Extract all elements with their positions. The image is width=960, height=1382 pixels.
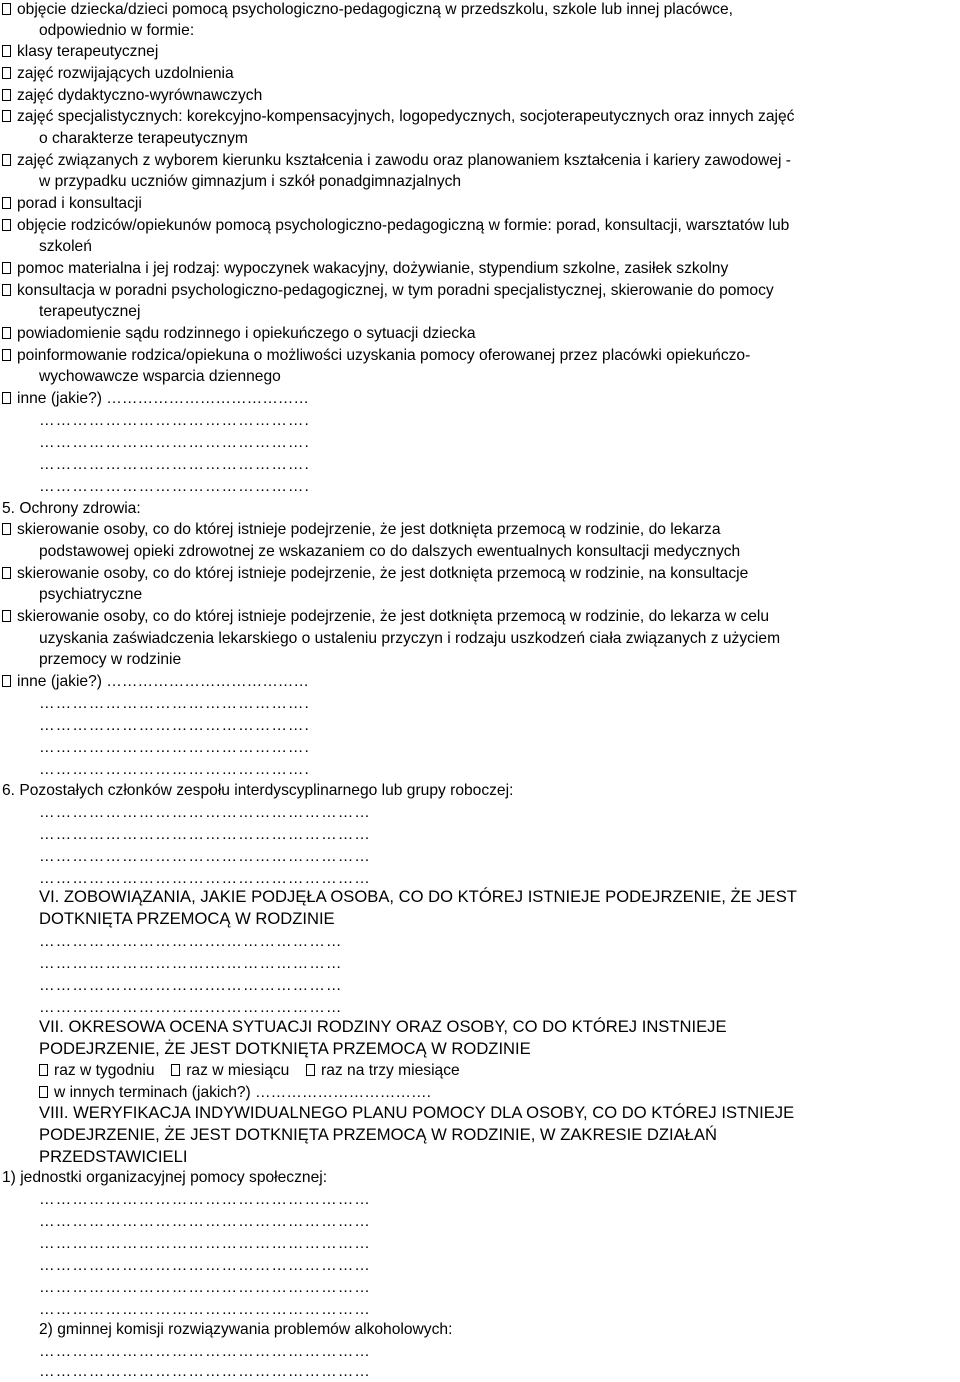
checkbox-item-family-court[interactable] <box>2 324 476 344</box>
section-viii-title: VIII. WERYFIKACJA INDYWIDUALNEGO PLANU POMOCY DLA OSOBY, CO DO KTÓREJ ISTNIEJE <box>39 1103 795 1122</box>
option-monthly[interactable]: raz w miesiącu <box>186 1062 290 1079</box>
checkbox-weekly[interactable] <box>39 1064 48 1076</box>
fill-line[interactable]: …………………………....………………… <box>39 977 343 994</box>
subsection-social-welfare: 1) jednostki organizacyjnej pomocy społecznej: <box>2 1169 328 1186</box>
fill-line[interactable]: …………………………………………………… <box>39 826 371 843</box>
fill-line[interactable]: …………………………………………………… <box>39 1363 371 1380</box>
checkbox[interactable] <box>2 197 11 209</box>
item-text: skierowanie osoby, co do której istnieje podejrzenie, że jest dotknięta przemocą w rodzinie, do lekarza <box>17 521 721 538</box>
checkbox[interactable] <box>2 110 11 122</box>
item-continuation: psychiatryczne <box>39 586 143 603</box>
item-text: inne (jakie?) ………………………………… <box>17 673 309 690</box>
fill-line[interactable]: …………………………………………………… <box>39 1257 371 1274</box>
fill-line[interactable]: …………………………………………. <box>39 412 310 429</box>
checkbox[interactable] <box>2 567 11 579</box>
checkbox-item-talent-classes[interactable] <box>2 64 234 84</box>
item-continuation: uzyskania zaświadczenia lekarskiego o ustaleniu przyczyn i rodzaju uszkodzeń ciała związanych z użyciem <box>39 630 781 647</box>
fill-line[interactable]: …………………………………………. <box>39 434 310 451</box>
checkbox[interactable] <box>39 1086 48 1098</box>
checkbox-item-advice[interactable] <box>2 194 142 214</box>
checkbox-item-child-support[interactable] <box>2 0 733 20</box>
fill-line[interactable]: …………………………………………. <box>39 739 310 756</box>
item-text: pomoc materialna i jej rodzaj: wypoczynek wakacyjny, dożywianie, stypendium szkolne, zasiłek szkolny <box>17 260 729 277</box>
checkbox-item-psychiatric-referral[interactable] <box>2 564 748 584</box>
fill-line[interactable]: …………………………………………………… <box>39 1279 371 1296</box>
checkbox[interactable] <box>2 45 11 57</box>
item-continuation: w przypadku uczniów gimnazjum i szkół ponadgimnazjalnych <box>39 173 462 190</box>
checkbox-item-career-classes[interactable] <box>2 151 791 171</box>
frequency-options <box>39 1061 460 1081</box>
checkbox-item-other-terms[interactable] <box>39 1083 431 1103</box>
item-continuation: odpowiednio w formie: <box>39 22 195 39</box>
item-text: klasy terapeutycznej <box>17 43 159 60</box>
option-quarterly[interactable]: raz na trzy miesiące <box>321 1062 460 1079</box>
item-continuation: wychowawcze wsparcia dziennego <box>39 368 281 385</box>
checkbox-quarterly[interactable] <box>306 1064 315 1076</box>
item-text: w innych terminach (jakich?) ……………………………. <box>54 1084 431 1101</box>
fill-line[interactable]: …………………………………………………… <box>39 870 371 887</box>
checkbox[interactable] <box>2 262 11 274</box>
fill-line[interactable]: …………………………………………………… <box>39 1191 371 1208</box>
checkbox-item-medical-certificate[interactable] <box>2 607 769 627</box>
section-vii-title-cont: PODEJRZENIE, ŻE JEST DOTKNIĘTA PRZEMOCĄ W RODZINIE <box>39 1039 531 1058</box>
section-viii-title-cont: PODEJRZENIE, ŻE JEST DOTKNIĘTA PRZEMOCĄ W RODZINIE, W ZAKRESIE DZIAŁAŃ <box>39 1125 717 1144</box>
item-continuation: podstawowej opieki zdrowotnej ze wskazaniem co do dalszych ewentualnych konsultacji medycznych <box>39 543 741 560</box>
item-text: zajęć specjalistycznych: korekcyjno-kompensacyjnych, logopedycznych, socjoterapeutycznych oraz innych zajęć <box>17 108 795 125</box>
checkbox[interactable] <box>2 284 11 296</box>
checkbox[interactable] <box>2 523 11 535</box>
item-continuation: szkoleń <box>39 238 92 255</box>
checkbox[interactable] <box>2 392 11 404</box>
checkbox-item-therapeutic-class[interactable] <box>2 42 158 62</box>
item-text: powiadomienie sądu rodzinnego i opiekuńczego o sytuacji dziecka <box>17 325 476 342</box>
checkbox[interactable] <box>2 219 11 231</box>
fill-line[interactable]: …………………………………………. <box>39 478 310 495</box>
checkbox-item-other-health[interactable] <box>2 672 309 692</box>
section-viii-title-cont: PRZEDSTAWICIELI <box>39 1147 188 1166</box>
item-text: objęcie dziecka/dzieci pomocą psychologiczno-pedagogiczną w przedszkolu, szkole lub innej placówce, <box>17 1 733 18</box>
checkbox[interactable] <box>2 89 11 101</box>
item-text: konsultacja w poradni psychologiczno-pedagogicznej, w tym poradni specjalistycznej, skierowanie do pomocy <box>17 282 774 299</box>
fill-line[interactable]: …………………………………………………… <box>39 1301 371 1318</box>
fill-line[interactable]: …………………………………………………… <box>39 1213 371 1230</box>
item-text: porad i konsultacji <box>17 195 142 212</box>
section-5-title: 5. Ochrony zdrowia: <box>2 500 141 517</box>
checkbox[interactable] <box>2 675 11 687</box>
checkbox[interactable] <box>2 327 11 339</box>
fill-line[interactable]: …………………………....………………… <box>39 933 343 950</box>
checkbox-item-parents-support[interactable] <box>2 216 789 236</box>
item-text: objęcie rodziców/opiekunów pomocą psychologiczno-pedagogiczną w formie: porad, konsultacji, warsztatów lub <box>17 217 790 234</box>
item-continuation: o charakterze terapeutycznym <box>39 130 248 147</box>
item-text: inne (jakie?) ………………………………… <box>17 390 309 407</box>
checkbox-item-day-care-info[interactable] <box>2 346 750 366</box>
fill-line[interactable]: …………………………………………. <box>39 695 310 712</box>
section-vii-title: VII. OKRESOWA OCENA SYTUACJI RODZINY ORAZ OSOBY, CO DO KTÓREJ INSTNIEJE <box>39 1017 727 1036</box>
fill-line[interactable]: …………………………………………. <box>39 456 310 473</box>
item-text: skierowanie osoby, co do której istnieje podejrzenie, że jest dotknięta przemocą w rodzinie, na konsultacje <box>17 565 749 582</box>
fill-line[interactable]: …………………………....………………… <box>39 955 343 972</box>
checkbox[interactable] <box>2 67 11 79</box>
option-weekly[interactable]: raz w tygodniu <box>54 1062 155 1079</box>
fill-line[interactable]: …………………………………………. <box>39 761 310 778</box>
item-continuation: przemocy w rodzinie <box>39 651 182 668</box>
checkbox[interactable] <box>2 154 11 166</box>
fill-line[interactable]: …………………………………………………… <box>39 1343 371 1360</box>
checkbox-item-compensatory-classes[interactable] <box>2 86 262 106</box>
checkbox-monthly[interactable] <box>171 1064 180 1076</box>
item-text: zajęć dydaktyczno-wyrównawczych <box>17 87 263 104</box>
item-continuation: terapeutycznej <box>39 303 141 320</box>
section-6-title: 6. Pozostałych członków zespołu interdyscyplinarnego lub grupy roboczej: <box>2 782 514 799</box>
checkbox[interactable] <box>2 3 11 15</box>
section-vi-title: VI. ZOBOWIĄZANIA, JAKIE PODJĘŁA OSOBA, CO DO KTÓREJ ISTNIEJE PODEJRZENIE, ŻE JEST <box>39 887 797 906</box>
fill-line[interactable]: …………………………....………………… <box>39 999 343 1016</box>
checkbox-item-other[interactable] <box>2 389 309 409</box>
checkbox[interactable] <box>2 610 11 622</box>
item-text: poinformowanie rodzica/opiekuna o możliwości uzyskania pomocy oferowanej przez placówki opiekuńczo- <box>17 347 751 364</box>
checkbox-item-gp-referral[interactable] <box>2 520 721 540</box>
item-text: zajęć rozwijających uzdolnienia <box>17 65 234 82</box>
subsection-alcohol-commission: 2) gminnej komisji rozwiązywania problemów alkoholowych: <box>39 1321 453 1338</box>
section-vi-title-cont: DOTKNIĘTA PRZEMOCĄ W RODZINIE <box>39 909 335 928</box>
fill-line[interactable]: …………………………………………………… <box>39 1235 371 1252</box>
item-text: skierowanie osoby, co do której istnieje podejrzenie, że jest dotknięta przemocą w rodzinie, do lekarza w celu <box>17 608 770 625</box>
fill-line[interactable]: …………………………………………. <box>39 717 310 734</box>
checkbox-item-material-aid[interactable] <box>2 259 728 279</box>
item-text: zajęć związanych z wyborem kierunku kształcenia i zawodu oraz planowaniem kształcenia i kariery zawodowej - <box>17 152 791 169</box>
fill-line[interactable]: …………………………………………………… <box>39 804 371 821</box>
checkbox[interactable] <box>2 349 11 361</box>
fill-line[interactable]: …………………………………………………… <box>39 848 371 865</box>
checkbox-item-counseling-center[interactable] <box>2 281 774 301</box>
checkbox-item-specialist-classes[interactable] <box>2 107 794 127</box>
